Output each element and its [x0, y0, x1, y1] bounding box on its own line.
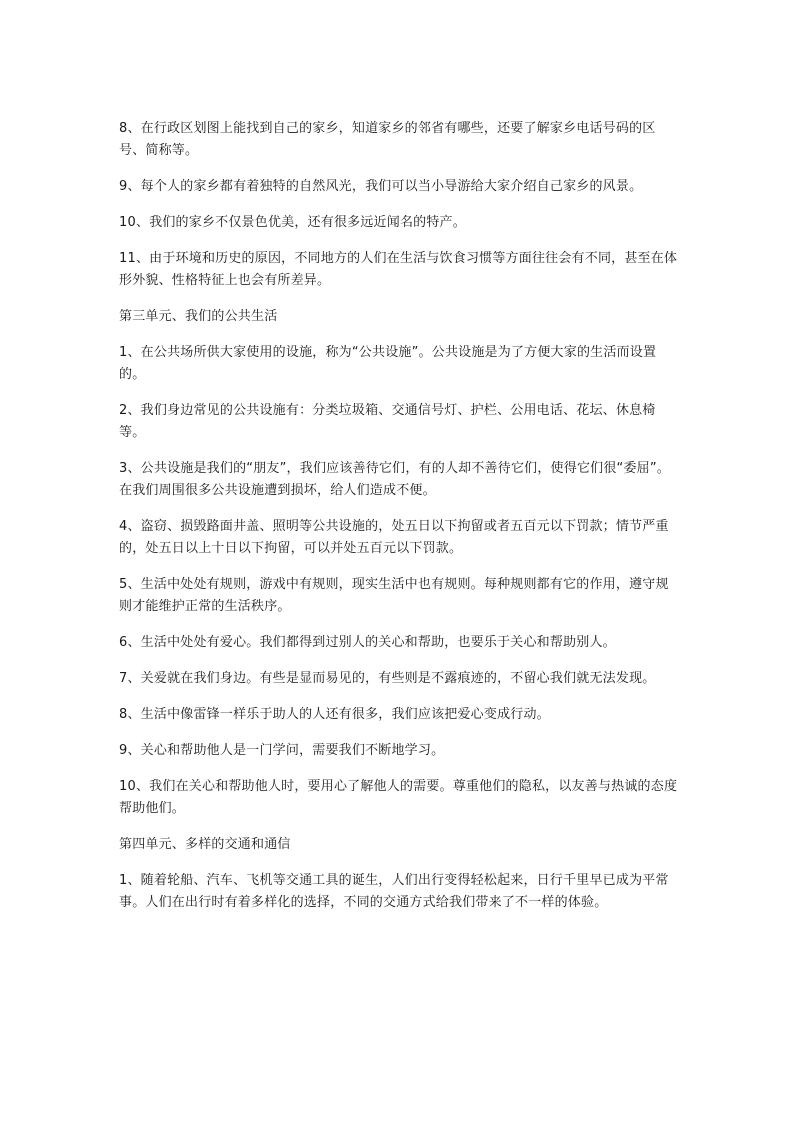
- paragraph-unit3-item-5: 5、生活中处处有规则，游戏中有规则，现实生活中也有规则。每种规则都有它的作用，遵守规则才能维护正常的生活秩序。: [119, 577, 669, 614]
- paragraph-unit2-item-11: 11、由于环境和历史的原因，不同地方的人们在生活与饮食习惯等方面往往会有不同，甚至在体形外貌、性格特征上也会有所差异。: [119, 251, 678, 288]
- paragraph-unit3-item-2: 2、我们身边常见的公共设施有：分类垃圾箱、交通信号灯、护栏、公用电话、花坛、休息椅等。: [119, 403, 656, 440]
- paragraph-unit3-item-3: 3、公共设施是我们的“朋友”，我们应该善待它们，有的人却不善待它们，使得它们很“委屈”。在我们周围很多公共设施遭到损坏，给人们造成不便。: [119, 461, 671, 498]
- paragraph-unit2-item-10: 10、我们的家乡不仅景色优美，还有很多远近闻名的特产。: [119, 215, 466, 230]
- paragraph-unit3-item-7: 7、关爱就在我们身边。有些是显而易见的，有些则是不露痕迹的，不留心我们就无法发现。: [119, 671, 656, 686]
- paragraph-unit3-item-8: 8、生活中像雷锋一样乐于助人的人还有很多，我们应该把爱心变成行动。: [119, 707, 550, 722]
- section-heading-unit3: 第三单元、我们的公共生活: [119, 309, 278, 324]
- paragraph-unit3-item-9: 9、关心和帮助他人是一门学问，需要我们不断地学习。: [119, 743, 445, 758]
- paragraph-unit3-item-6: 6、生活中处处有爱心。我们都得到过别人的关心和帮助，也要乐于关心和帮助别人。: [119, 635, 616, 650]
- section-heading-unit4: 第四单元、多样的交通和通信: [119, 837, 291, 852]
- paragraph-unit3-item-1: 1、在公共场所供大家使用的设施，称为“公共设施”。公共设施是为了方便大家的生活而设置的。: [119, 345, 657, 382]
- paragraph-unit3-item-4: 4、盗窃、损毁路面井盖、照明等公共设施的，处五日以下拘留或者五百元以下罚款；情节严重的，处五日以上十日以下拘留，可以并处五百元以下罚款。: [119, 519, 669, 556]
- paragraph-unit4-item-1: 1、随着轮船、汽车、飞机等交通工具的诞生，人们出行变得轻松起来，日行千里早已成为平常事。人们在出行时有着多样化的选择，不同的交通方式给我们带来了不一样的体验。: [119, 873, 669, 910]
- document-body: [119, 118, 679, 928]
- paragraph-unit3-item-10: 10、我们在关心和帮助他人时，要用心了解他人的需要。尊重他们的隐私，以友善与热诚的态度帮助他们。: [119, 779, 678, 816]
- paragraph-unit2-item-9: 9、每个人的家乡都有着独特的自然风光，我们可以当小导游给大家介绍自己家乡的风景。: [119, 179, 643, 194]
- paragraph-unit2-item-8: 8、在行政区划图上能找到自己的家乡，知道家乡的邻省有哪些，还要了解家乡电话号码的区号、简称等。: [119, 121, 656, 158]
